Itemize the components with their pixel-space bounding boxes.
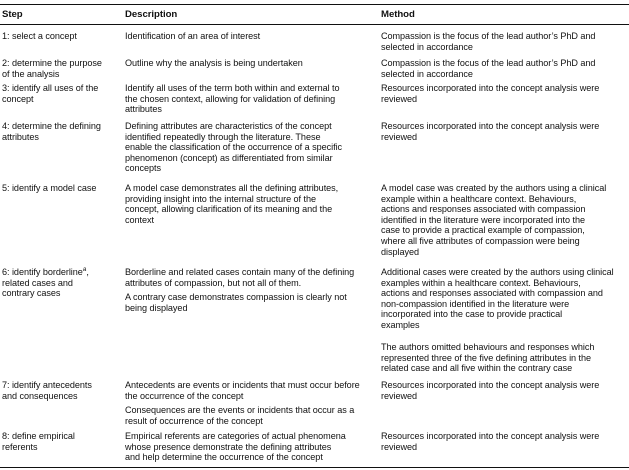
header-rule [0,24,629,25]
row-6-step [2,267,89,299]
row-5-step: 5: identify a model case [2,183,97,193]
row-5-description: A model case demonstrates all the defining attributes, providing insight into the internal structure of the concept, allowing clarification of its meaning and the context [125,183,339,225]
top-rule [0,4,629,5]
row-7-method: Resources incorporated into the concept analysis were reviewed [381,380,600,401]
row-3-method: Resources incorporated into the concept analysis were reviewed [381,83,600,104]
row-8-description: Empirical referents are categories of actual phenomena whose presence demonstrate the defining attributes and help determine the occurrence of the concept [125,431,346,463]
row-2-description: Outline why the analysis is being undertaken [125,58,303,68]
row-6-step-rest: , related cases and contrary cases [2,267,89,299]
row-6-step-prefix: 6: identify borderline [2,267,83,277]
row-8-step: 8: define empirical referents [2,431,75,452]
row-1-description: Identification of an area of interest [125,31,261,41]
row-4-step: 4: determine the defining attributes [2,121,101,142]
row-2-step: 2: determine the purpose of the analysis [2,58,102,79]
row-6-description-2: A contrary case demonstrates compassion is clearly not being displayed [125,292,347,313]
row-1-step: 1: select a concept [2,31,77,41]
row-7-description-2: Consequences are the events or incidents that occur as a result of occurrence of the concept [125,405,355,426]
row-4-method: Resources incorporated into the concept analysis were reviewed [381,121,600,142]
row-7-step: 7: identify antecedents and consequences [2,380,92,401]
row-6-description: Borderline and related cases contain many of the defining attributes of compassion, but not all of them. [125,267,355,288]
bottom-rule [0,467,629,468]
row-1-method: Compassion is the focus of the lead author’s PhD and selected in accordance [381,31,596,52]
row-6-step-footnote: a [82,265,87,273]
row-7-description: Antecedents are events or incidents that must occur before the occurrence of the concept [125,380,360,401]
header-step: Step [2,9,23,20]
header-method: Method [381,9,415,20]
row-4-description: Defining attributes are characteristics of the concept identified repeatedly through the literature. These enable the classification of the occurrence of a specific phenomenon (concept) as differentiated from similar concepts [125,121,343,174]
row-6-method-2: The authors omitted behaviours and responses which represented three of the five defining attributes in the related case and all five within the contrary case [381,342,595,374]
header-description: Description [125,9,178,20]
row-3-step: 3: identify all uses of the concept [2,83,99,104]
row-3-description: Identify all uses of the term both within and external to the chosen context, allowing for validation of defining attributes [125,83,340,115]
row-8-method: Resources incorporated into the concept analysis were reviewed [381,431,600,452]
row-5-method: A model case was created by the authors using a clinical example within a healthcare context. Behaviours, actions and responses associated with compassion identified in the literature were incorporated into the case to provide a practical example of compassion, where all five attributes of compassion were being displayed [381,183,607,257]
row-6-method: Additional cases were created by the authors using clinical examples within a healthcare context. Behaviours, actions and responses associated with compassion and non-compassion identified in the literature were incorporated into the case to provide practical examples [381,267,614,330]
row-2-method: Compassion is the focus of the lead author’s PhD and selected in accordance [381,58,596,79]
